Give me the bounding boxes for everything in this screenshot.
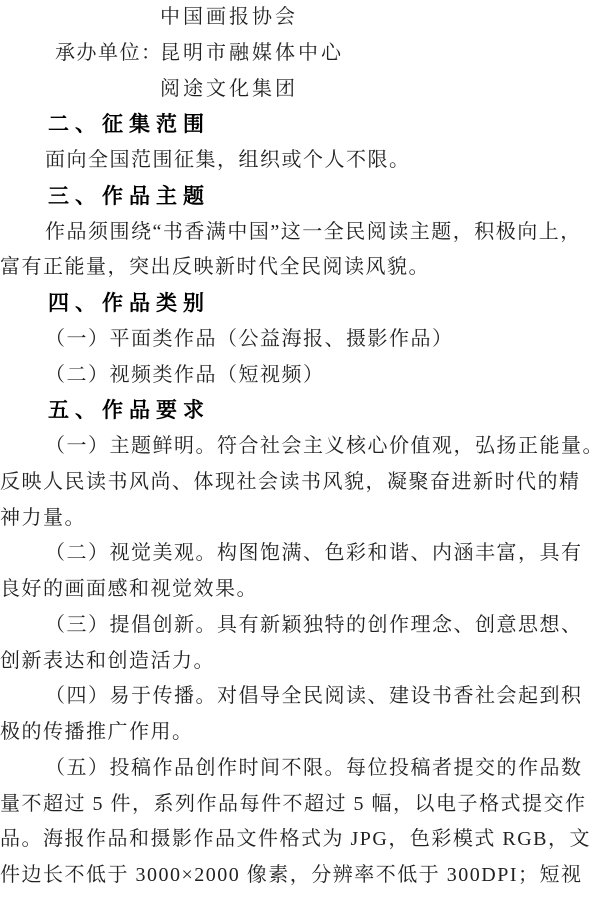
body-line: 富有正能量，突出反映新时代全民阅读风貌。 — [0, 256, 430, 279]
body-line: 量不超过 5 件，系列作品每件不超过 5 幅，以电子格式提交作 — [0, 792, 587, 815]
requirement-item-4: （四）易于传播。对倡导全民阅读、建设书香社会起到积 — [45, 685, 583, 708]
org-name-line: 阅途文化集团 — [160, 77, 298, 100]
org-name-line: 中国画报协会 — [160, 6, 298, 28]
category-item-2: （二）视频类作品（短视频） — [45, 363, 325, 386]
body-line: 极的传播推广作用。 — [0, 721, 194, 743]
organizer-label: 承办单位： — [55, 41, 163, 64]
requirement-item-5: （五）投稿作品创作时间不限。每位投稿者提交的作品数 — [45, 756, 583, 779]
body-line: 创新表达和创造活力。 — [0, 649, 215, 672]
requirement-item-2: （二）视觉美观。构图饱满、色彩和谐、内涵丰富，具有 — [45, 542, 583, 565]
body-line: 件边长不低于 3000×2000 像素，分辨率不低于 300DPI；短视 — [0, 864, 583, 886]
requirement-item-3: （三）提倡创新。具有新颖独特的创作理念、创意思想、 — [45, 613, 583, 636]
requirement-item-1: （一）主题鲜明。符合社会主义核心价值观，弘扬正能量。 — [45, 435, 604, 457]
body-line: 良好的画面感和视觉效果。 — [0, 578, 258, 600]
body-line: 神力量。 — [0, 506, 86, 529]
body-line: 作品须围绕“书香满中国”这一全民阅读主题，积极向上， — [45, 220, 582, 243]
body-line: 反映人民读书风尚、体现社会读书风貌，凝聚奋进新时代的精 — [0, 470, 581, 493]
organizer-value: 昆明市融媒体中心 — [160, 41, 344, 64]
body-line: 面向全国范围征集，组织或个人不限。 — [45, 149, 411, 171]
section-heading-category: 四、作品类别 — [48, 291, 210, 315]
category-item-1: （一）平面类作品（公益海报、摄影作品） — [45, 327, 454, 350]
section-heading-requirements: 五、作品要求 — [48, 398, 210, 423]
section-heading-theme: 三、作品主题 — [48, 183, 210, 208]
body-line: 品。海报作品和摄影作品文件格式为 JPG，色彩模式 RGB，文 — [0, 828, 591, 851]
section-heading-scope: 二、征集范围 — [48, 112, 210, 137]
organizer-line — [0, 36, 600, 72]
